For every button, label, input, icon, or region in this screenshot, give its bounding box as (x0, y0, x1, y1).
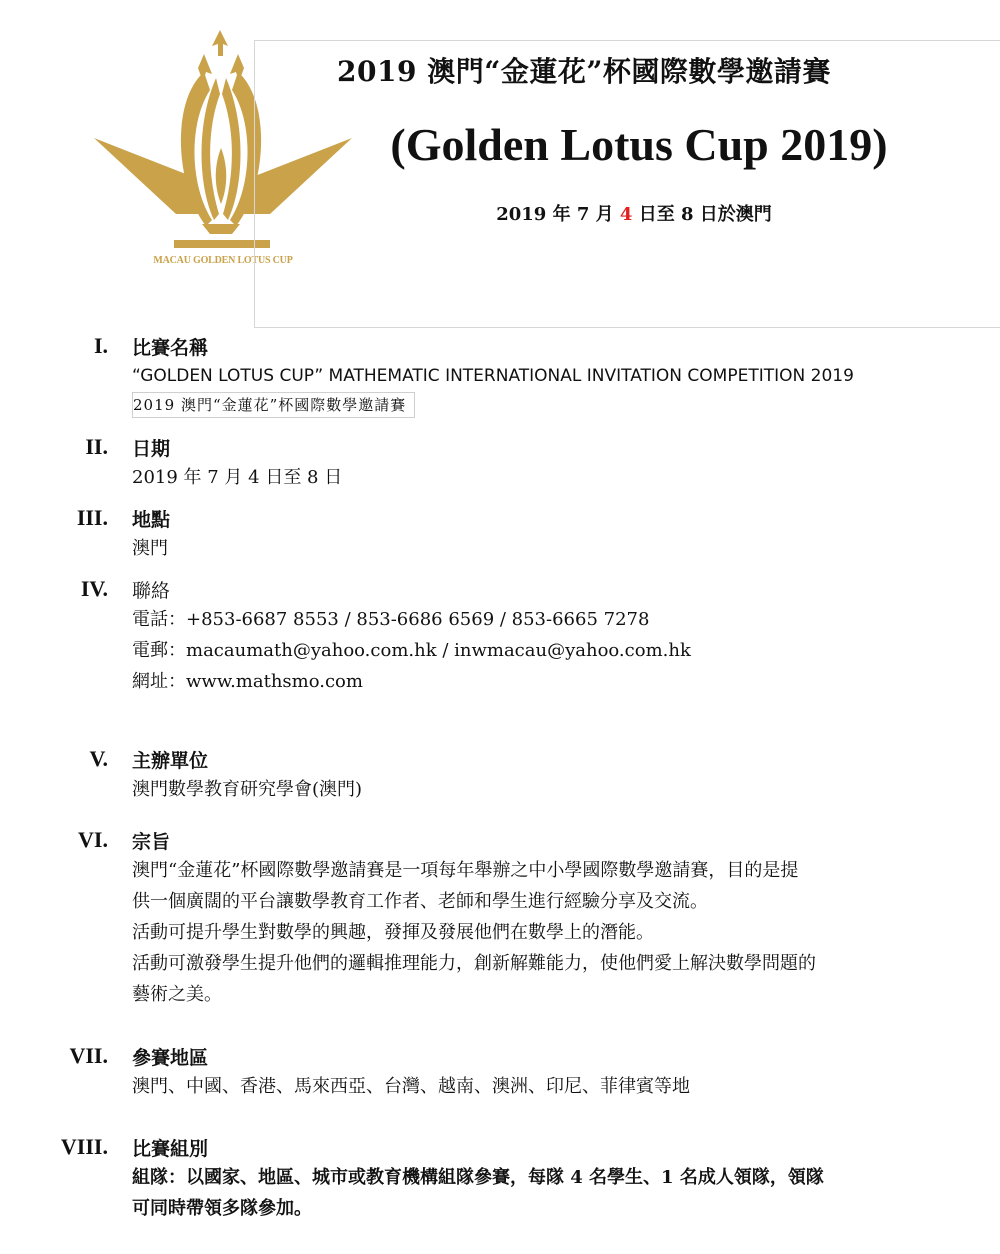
section-number: VI. (78, 827, 108, 852)
event-dates-highlight: 4 (619, 204, 633, 225)
section-title: 比賽名稱 (132, 337, 209, 359)
section-title: 地點 (132, 509, 171, 531)
section-number: VIII. (60, 1134, 108, 1159)
section-line: 澳門、中國、香港、馬來西亞、台灣、越南、澳洲、印尼、菲律賓等地 (132, 1076, 690, 1097)
section-line: “GOLDEN LOTUS CUP” MATHEMATIC INTERNATIONAL INVITATION COMPETITION 2019 (132, 366, 854, 386)
section-line: 組隊：以國家、地區、城市或教育機構組隊參賽，每隊 4 名學生、1 名成人領隊，領隊 (132, 1167, 824, 1188)
page-title-english: (Golden Lotus Cup 2019) (390, 119, 888, 170)
section-title: 主辦單位 (132, 750, 209, 772)
section-number: I. (93, 333, 108, 358)
section-title: 比賽組別 (132, 1138, 209, 1160)
section-title: 參賽地區 (132, 1047, 209, 1069)
event-dates-post: 日至 8 日於澳門 (632, 204, 772, 225)
section-title: 聯絡 (132, 580, 171, 602)
section-line: 供一個廣闊的平台讓數學教育工作者、老師和學生進行經驗分享及交流。 (132, 891, 708, 912)
section-number: III. (76, 505, 108, 530)
section-line: 活動可激發學生提升他們的邏輯推理能力，創新解難能力，使他們愛上解決數學問題的 (132, 953, 816, 974)
section-number: IV. (80, 576, 108, 601)
event-dates-pre: 2019 年 7 月 (496, 204, 620, 225)
section-number: VII. (69, 1043, 108, 1068)
section-line-boxed: 2019 澳門“金蓮花”杯國際數學邀請賽 (132, 392, 415, 418)
section-line: 澳門 (132, 538, 168, 559)
section-line: 活動可提升學生對數學的興趣，發揮及發展他們在數學上的潛能。 (132, 922, 654, 943)
section-line: 澳門“金蓮花”杯國際數學邀請賽是一項每年舉辦之中小學國際數學邀請賽，目的是提 (132, 860, 799, 881)
section-number: V. (89, 746, 108, 771)
section-number: II. (85, 434, 108, 459)
section-line: 澳門數學教育研究學會(澳門) (132, 779, 363, 800)
section-title: 宗旨 (132, 831, 171, 853)
logo-caption: MACAU GOLDEN LOTUS CUP (153, 255, 293, 266)
section-line: 2019 年 7 月 4 日至 8 日 (132, 467, 343, 488)
contact-email[interactable]: 電郵：macaumath@yahoo.com.hk / inwmacau@yahoo.com.hk (132, 640, 691, 661)
event-dates (254, 200, 1000, 226)
section-line: 可同時帶領多隊參加。 (132, 1198, 312, 1219)
page-title: 2019 澳門“金蓮花”杯國際數學邀請賽 (337, 55, 831, 88)
contact-website[interactable]: 網址：www.mathsmo.com (132, 671, 363, 692)
contact-phone: 電話：+853-6687 8553 / 853-6686 6569 / 853-6665 7278 (132, 609, 650, 630)
section-line: 藝術之美。 (132, 984, 222, 1005)
section-title: 日期 (132, 438, 171, 460)
